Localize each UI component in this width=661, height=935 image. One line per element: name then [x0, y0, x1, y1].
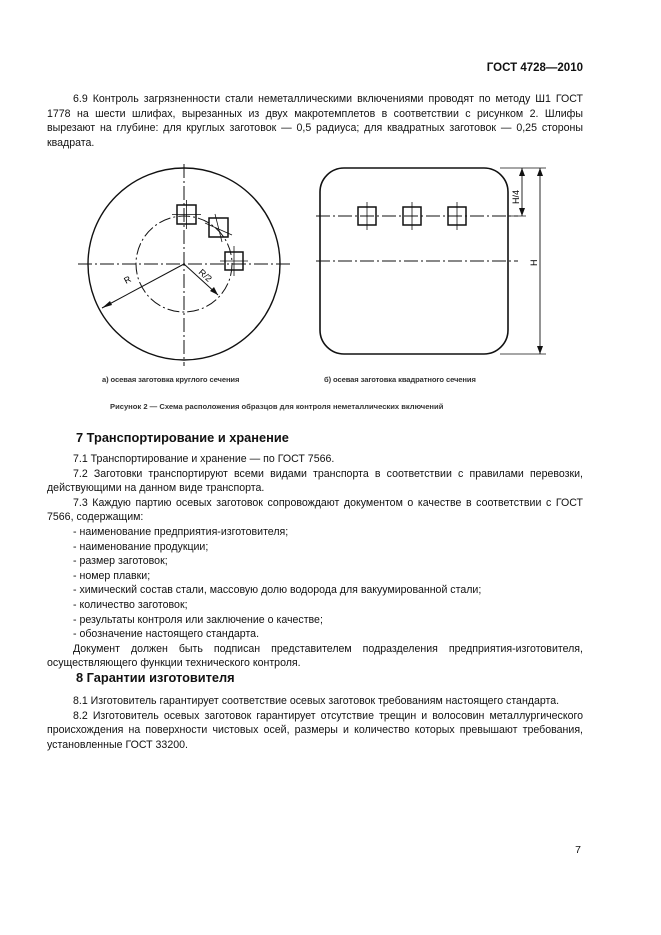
section-7-text — [47, 452, 583, 671]
list-item: - размер заготовок; — [73, 555, 168, 568]
paragraph-7-3: 7.3 Каждую партию осевых заготовок сопровождают документом о качестве в соответствии с ГОСТ 7566, содержащим: — [47, 496, 583, 524]
paragraph-7-2: 7.2 Заготовки транспортируют всеми видами транспорта в соответствии с правилами перевозки, действующими на данном виде транспорта. — [47, 467, 583, 495]
label-h4: H/4 — [511, 189, 521, 204]
paragraph-8-2: 8.2 Изготовитель осевых заготовок гарантирует отсутствие трещин и волосовин металлургического происхождения на поверхности чистовых осей, размеры и количество которых превышают требования, установленные ГОСТ 33200. — [47, 709, 583, 751]
caption-a: а) осевая заготовка круглого сечения — [102, 375, 240, 384]
list-item: - наименование продукции; — [73, 540, 209, 553]
square-section-drawing — [316, 168, 546, 354]
section-7-title: 7 Транспортирование и хранение — [76, 430, 289, 445]
label-r: R — [122, 273, 133, 286]
label-h: H — [529, 259, 539, 266]
radius-line — [102, 264, 184, 308]
list-item: - количество заготовок; — [73, 598, 188, 611]
list-item: - результаты контроля или заключение о качестве; — [73, 613, 323, 626]
paragraph-6-9: 6.9 Контроль загрязненности стали неметаллическими включениями проводят по методу Ш1 ГОСТ 1778 на шести шлифах, вырезанных из двух макротемплетов в соответствии с рисунком 2. Шлифы вырезают на глубине: для круглых заготовок — 0,5 радиуса; для квадратных заготовок — 0,25 стороны квадрата. — [47, 93, 583, 149]
standard-header: ГОСТ 4728—2010 — [486, 62, 583, 74]
figure-2 — [70, 160, 590, 420]
figure-caption: Рисунок 2 — Схема расположения образцов для контроля неметаллических включений — [110, 402, 444, 411]
round-section-drawing — [78, 164, 290, 366]
caption-b: б) осевая заготовка квадратного сечения — [324, 375, 476, 384]
document-contents-list — [47, 525, 583, 642]
paragraph-7-1: 7.1 Транспортирование и хранение — по ГОСТ 7566. — [73, 453, 335, 465]
label-r-half: R/2 — [196, 267, 214, 284]
page-number: 7 — [575, 844, 581, 856]
paragraph-8-1: 8.1 Изготовитель гарантирует соответствие осевых заготовок требованиям настоящего стандарта. — [73, 695, 560, 707]
list-item: - наименование предприятия-изготовителя; — [73, 525, 289, 538]
list-item: - обозначение настоящего стандарта. — [73, 628, 260, 641]
section-8-text — [47, 694, 583, 752]
list-item: - химический состав стали, массовую долю водорода для вакуумированной стали; — [73, 584, 482, 597]
list-item: - номер плавки; — [73, 569, 151, 582]
section-8-title: 8 Гарантии изготовителя — [76, 670, 235, 685]
paragraph-closing: Документ должен быть подписан представителем подразделения предприятия-изготовителя, осуществляющего функции технического контроля. — [47, 642, 583, 670]
section-6-text — [47, 92, 583, 150]
